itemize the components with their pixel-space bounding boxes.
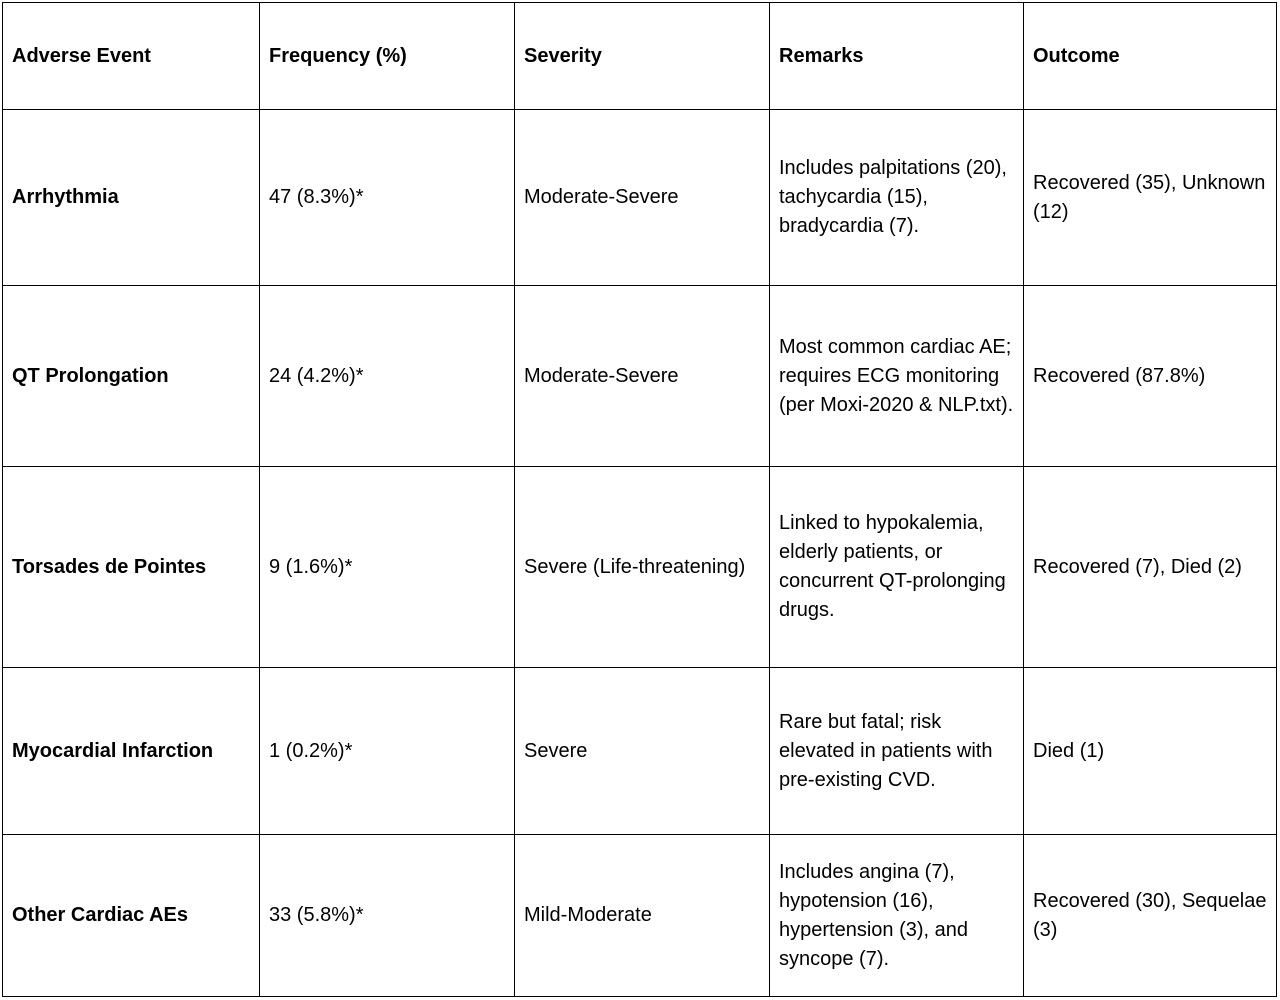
- header-severity: Severity: [515, 3, 770, 110]
- header-outcome: Outcome: [1024, 3, 1277, 110]
- frequency-cell: 47 (8.3%)*: [260, 110, 515, 286]
- adverse-event-cell: Arrhythmia: [3, 110, 260, 286]
- adverse-event-cell: Torsades de Pointes: [3, 467, 260, 668]
- header-frequency: Frequency (%): [260, 3, 515, 110]
- table-row: [3, 668, 1277, 835]
- outcome-cell: Recovered (87.8%): [1024, 286, 1277, 467]
- table-row: [3, 110, 1277, 286]
- remarks-cell: Most common cardiac AE; requires ECG monitoring (per Moxi-2020 & NLP.txt).: [770, 286, 1024, 467]
- remarks-cell: Includes angina (7), hypotension (16), hypertension (3), and syncope (7).: [770, 835, 1024, 997]
- outcome-cell: Died (1): [1024, 668, 1277, 835]
- table-row: [3, 286, 1277, 467]
- adverse-events-table: [2, 2, 1277, 997]
- adverse-event-cell: Other Cardiac AEs: [3, 835, 260, 997]
- frequency-cell: 24 (4.2%)*: [260, 286, 515, 467]
- header-remarks: Remarks: [770, 3, 1024, 110]
- frequency-cell: 1 (0.2%)*: [260, 668, 515, 835]
- remarks-cell: Rare but fatal; risk elevated in patients with pre-existing CVD.: [770, 668, 1024, 835]
- outcome-cell: Recovered (7), Died (2): [1024, 467, 1277, 668]
- severity-cell: Severe: [515, 668, 770, 835]
- header-adverse-event: Adverse Event: [3, 3, 260, 110]
- table-header-row: [3, 3, 1277, 110]
- severity-cell: Mild-Moderate: [515, 835, 770, 997]
- adverse-event-cell: QT Prolongation: [3, 286, 260, 467]
- adverse-event-cell: Myocardial Infarction: [3, 668, 260, 835]
- table-row: [3, 467, 1277, 668]
- table-row: [3, 835, 1277, 997]
- remarks-cell: Includes palpitations (20), tachycardia (15), bradycardia (7).: [770, 110, 1024, 286]
- outcome-cell: Recovered (30), Sequelae (3): [1024, 835, 1277, 997]
- frequency-cell: 9 (1.6%)*: [260, 467, 515, 668]
- remarks-cell: Linked to hypokalemia, elderly patients, or concurrent QT-prolonging drugs.: [770, 467, 1024, 668]
- severity-cell: Severe (Life-threatening): [515, 467, 770, 668]
- severity-cell: Moderate-Severe: [515, 110, 770, 286]
- severity-cell: Moderate-Severe: [515, 286, 770, 467]
- frequency-cell: 33 (5.8%)*: [260, 835, 515, 997]
- outcome-cell: Recovered (35), Unknown (12): [1024, 110, 1277, 286]
